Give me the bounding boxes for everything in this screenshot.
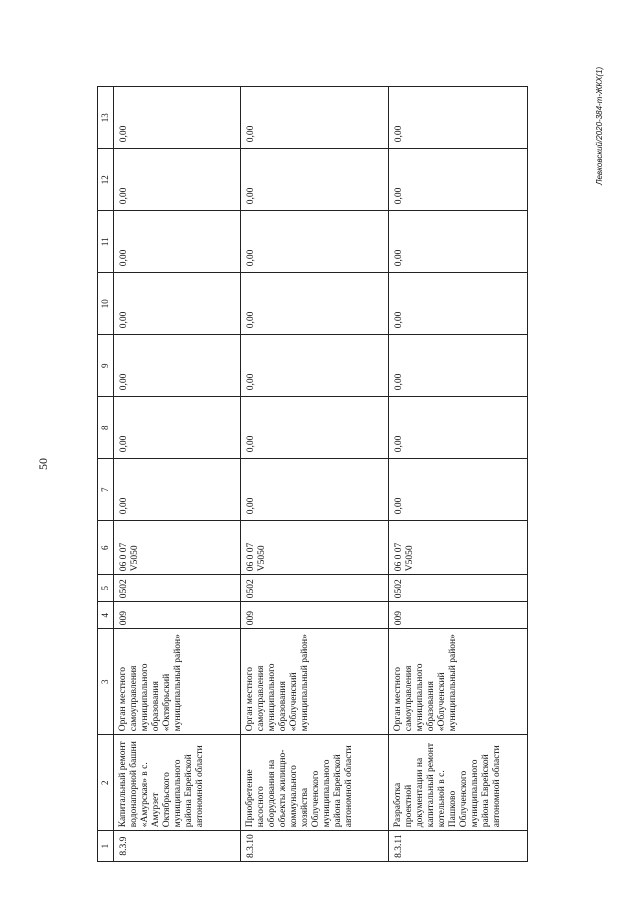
value-cell: 0,00 [241,87,389,149]
value-cell: 0,00 [389,149,528,211]
header-cell: 5 [98,575,114,602]
table-row [114,87,241,862]
header-cell: 6 [98,521,114,575]
header-cell: 7 [98,459,114,521]
table-row [241,87,389,862]
rzpr-code: 0502 [114,575,241,602]
value-cell: 0,00 [241,459,389,521]
value-cell: 0,00 [241,149,389,211]
budget-table [97,86,528,862]
value-cell: 0,00 [241,335,389,397]
header-cell: 11 [98,211,114,273]
value-cell: 0,00 [114,273,241,335]
header-cell: 1 [98,831,114,862]
value-cell: 0,00 [389,335,528,397]
csr-code: 06 0 07 V5050 [389,521,528,575]
value-cell: 0,00 [241,211,389,273]
item-executor: Орган местного самоуправления муниципального образования «Облученский муниципальный район» [389,629,528,735]
grbs-code: 009 [114,602,241,629]
value-cell: 0,00 [389,211,528,273]
value-cell: 0,00 [241,273,389,335]
value-cell: 0,00 [114,459,241,521]
csr-code: 06 0 07 V5050 [241,521,389,575]
header-cell: 2 [98,735,114,831]
item-executor: Орган местного самоуправления муниципального образования «Облученский муниципальный район» [241,629,389,735]
item-number: 8.3.9 [114,831,241,862]
value-cell: 0,00 [114,335,241,397]
item-number: 8.3.11 [389,831,528,862]
item-number: 8.3.10 [241,831,389,862]
header-cell: 10 [98,273,114,335]
value-cell: 0,00 [389,273,528,335]
value-cell: 0,00 [114,149,241,211]
rzpr-code: 0502 [241,575,389,602]
header-cell: 13 [98,87,114,149]
item-executor: Орган местного самоуправления муниципального образования «Октябрьский муниципальный район» [114,629,241,735]
header-cell: 12 [98,149,114,211]
rzpr-code: 0502 [389,575,528,602]
table-header-row [98,87,114,862]
item-name: Приобретение насосного оборудования на объекты жилищно-коммунального хозяйства Облученского муниципального района Еврейской автономной области [241,735,389,831]
grbs-code: 009 [241,602,389,629]
grbs-code: 009 [389,602,528,629]
header-cell: 4 [98,602,114,629]
value-cell: 0,00 [389,87,528,149]
header-cell: 8 [98,397,114,459]
header-cell: 3 [98,629,114,735]
value-cell: 0,00 [389,459,528,521]
header-cell: 9 [98,335,114,397]
value-cell: 0,00 [114,397,241,459]
csr-code: 06 0 07 V5050 [114,521,241,575]
document-code: Левковский/2020-384-m-ЖКХ(1) [595,66,604,185]
page-number: 50 [36,458,50,470]
value-cell: 0,00 [114,87,241,149]
item-name: Капитальный ремонт водонапорной башни «Амурская» в с. Амурзет Октябрьского муниципального района Еврейской автономной области [114,735,241,831]
item-name: Разработка проектной документации на капитальный ремонт котельной в с. Пашково Облученского муниципального района Еврейской автономной области [389,735,528,831]
table-row [389,87,528,862]
value-cell: 0,00 [241,397,389,459]
value-cell: 0,00 [389,397,528,459]
value-cell: 0,00 [114,211,241,273]
